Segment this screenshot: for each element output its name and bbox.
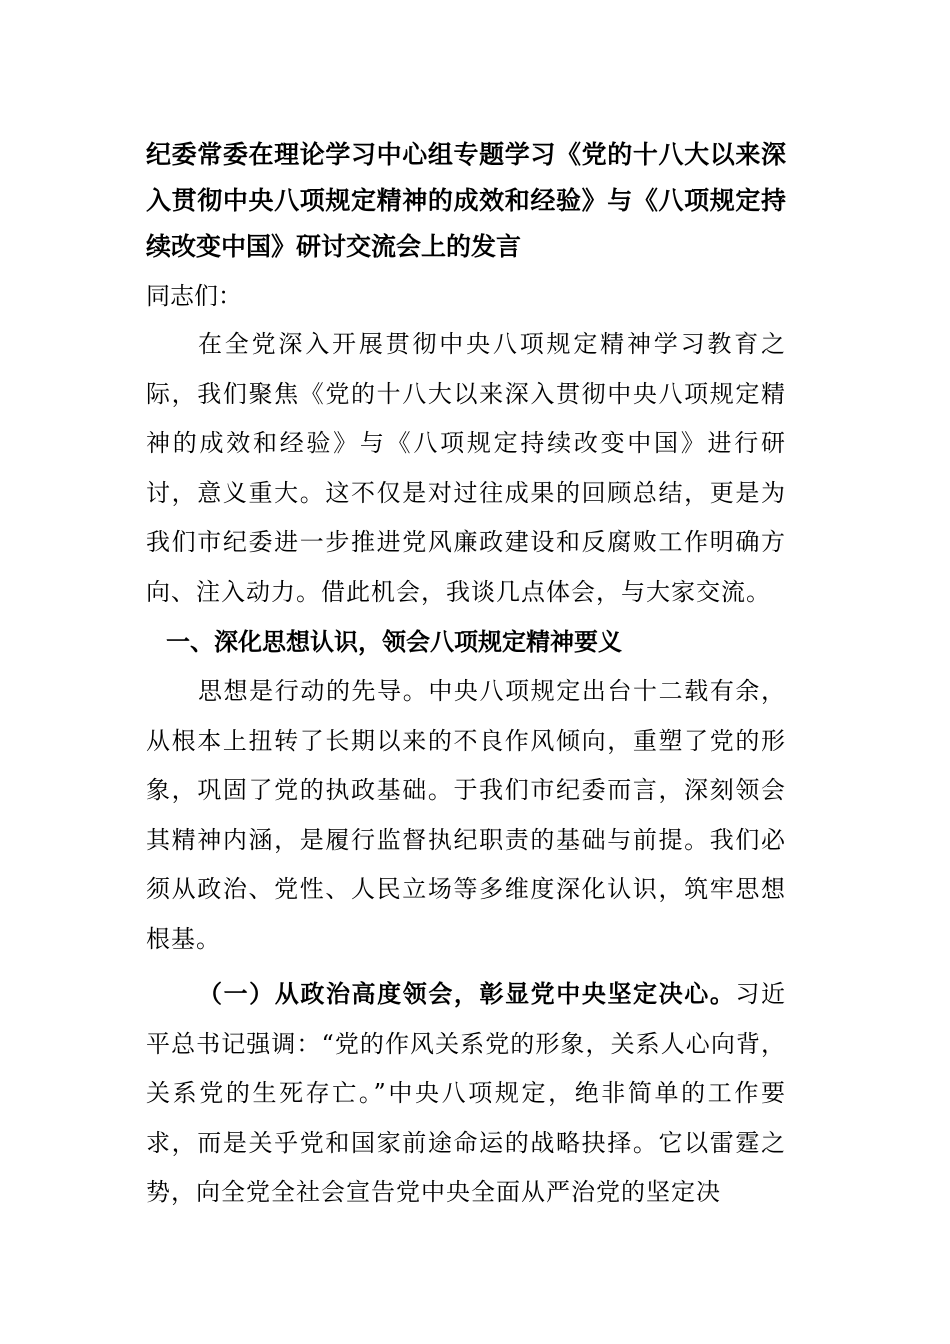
section-heading-1: 一、深化思想认识，领会八项规定精神要义	[166, 628, 622, 656]
salutation: 同志们：	[146, 282, 242, 310]
document-body	[146, 132, 786, 1218]
subsection-1-lead: （一）从政治高度领会，彰显党中央坚定决心。	[198, 980, 736, 1008]
subsection-1-paragraph	[146, 970, 786, 1218]
subsection-1-body: 习近平总书记强调：“党的作风关系党的形象，关系人心向背，关系党的生死存亡。”中央八项规定，绝非简单的工作要求，而是关乎党和国家前途命运的战略抉择。它以雷霆之势，向全党全社会宣告党中央全面从严治党的坚定决	[146, 980, 787, 1206]
intro-paragraph: 在全党深入开展贯彻中央八项规定精神学习教育之际，我们聚焦《党的十八大以来深入贯彻中央八项规定精神的成效和经验》与《八项规定持续改变中国》进行研讨，意义重大。这不仅是对过往成果的回顾总结，更是为我们市纪委进一步推进党风廉政建设和反腐败工作明确方向、注入动力。借此机会，我谈几点体会，与大家交流。	[146, 330, 786, 606]
section-1-paragraph: 思想是行动的先导。中央八项规定出台十二载有余，从根本上扭转了长期以来的不良作风倾向，重塑了党的形象，巩固了党的执政基础。于我们市纪委而言，深刻领会其精神内涵，是履行监督执纪职责的基础与前提。我们必须从政治、党性、人民立场等多维度深化认识，筑牢思想根基。	[146, 677, 786, 953]
document-title: 纪委常委在理论学习中心组专题学习《党的十八大以来深入贯彻中央八项规定精神的成效和经验》与《八项规定持续改变中国》研讨交流会上的发言	[146, 140, 786, 261]
